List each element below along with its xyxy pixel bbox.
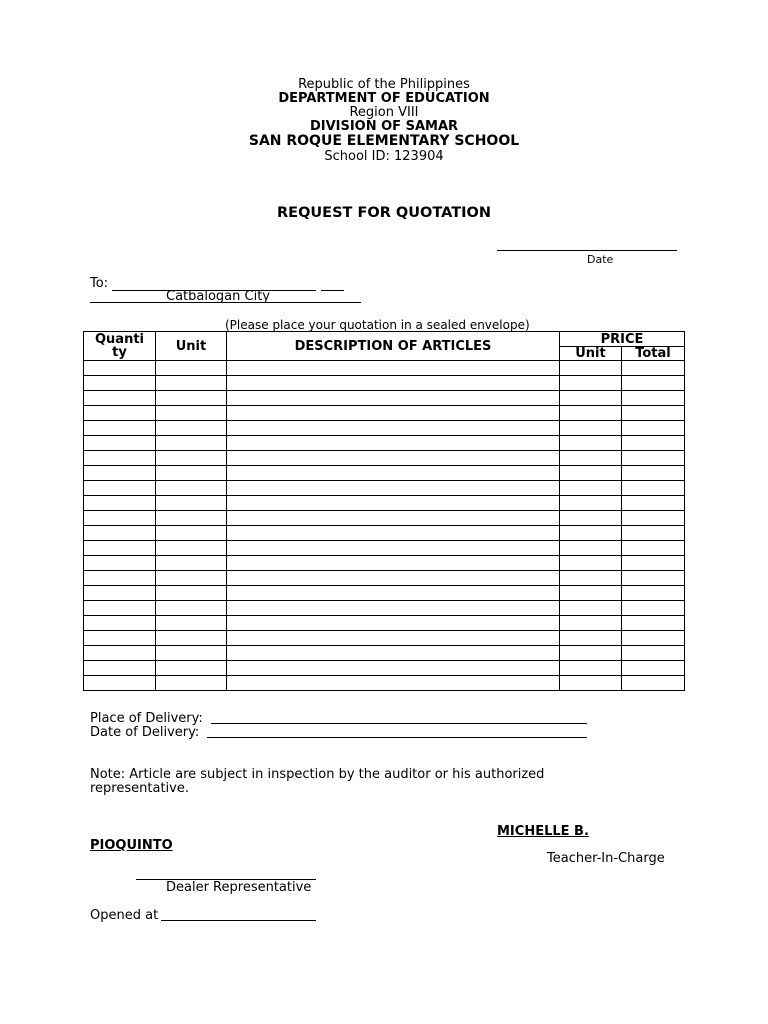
- table-row: [84, 421, 685, 436]
- table-cell: [560, 421, 622, 436]
- table-cell: [84, 556, 156, 571]
- table-row: [84, 406, 685, 421]
- table-cell: [227, 601, 560, 616]
- table-row: [84, 601, 685, 616]
- table-cell: [227, 376, 560, 391]
- table-cell: [622, 466, 685, 481]
- table-cell: [622, 421, 685, 436]
- table-cell: [622, 451, 685, 466]
- table-cell: [560, 451, 622, 466]
- table-cell: [622, 481, 685, 496]
- table-cell: [84, 481, 156, 496]
- table-cell: [84, 541, 156, 556]
- table-row: [84, 436, 685, 451]
- table-cell: [227, 631, 560, 646]
- table-cell: [560, 406, 622, 421]
- table-cell: [84, 421, 156, 436]
- table-cell: [227, 496, 560, 511]
- table-cell: [560, 556, 622, 571]
- table-cell: [156, 481, 227, 496]
- table-cell: [84, 616, 156, 631]
- table-cell: [560, 661, 622, 676]
- table-cell: [622, 436, 685, 451]
- table-cell: [622, 541, 685, 556]
- header-unit: Unit: [156, 332, 227, 361]
- table-cell: [156, 451, 227, 466]
- table-cell: [84, 361, 156, 376]
- signatory-name-right: MICHELLE B.: [497, 824, 589, 839]
- table-cell: [622, 676, 685, 691]
- table-cell: [156, 391, 227, 406]
- table-cell: [560, 676, 622, 691]
- date-of-delivery-label: Date of Delivery:: [90, 725, 200, 740]
- header-price-unit: Unit: [560, 347, 622, 361]
- table-cell: [227, 436, 560, 451]
- table-cell: [227, 391, 560, 406]
- header-department: DEPARTMENT OF EDUCATION: [278, 91, 490, 106]
- table-row: [84, 571, 685, 586]
- table-cell: [560, 436, 622, 451]
- header-quantity: Quanti ty: [84, 332, 156, 361]
- table-cell: [84, 586, 156, 601]
- table-cell: [560, 496, 622, 511]
- to-line-2: [321, 290, 344, 291]
- table-cell: [560, 541, 622, 556]
- table-cell: [156, 631, 227, 646]
- table-row: [84, 616, 685, 631]
- table-cell: [84, 436, 156, 451]
- table-cell: [84, 661, 156, 676]
- header-description: DESCRIPTION OF ARTICLES: [227, 332, 560, 361]
- table-cell: [560, 361, 622, 376]
- table-cell: [84, 466, 156, 481]
- table-cell: [227, 676, 560, 691]
- table-cell: [622, 361, 685, 376]
- table-cell: [622, 556, 685, 571]
- table-row: [84, 391, 685, 406]
- table-cell: [156, 511, 227, 526]
- table-row: [84, 676, 685, 691]
- table-row: [84, 541, 685, 556]
- table-cell: [156, 571, 227, 586]
- header-price: PRICE: [560, 332, 685, 347]
- header-region: Region VIII: [349, 105, 419, 120]
- table-row: [84, 361, 685, 376]
- table-cell: [84, 511, 156, 526]
- table-row: [84, 376, 685, 391]
- table-cell: [156, 436, 227, 451]
- table-row: [84, 631, 685, 646]
- table-cell: [84, 376, 156, 391]
- date-label: Date: [587, 253, 614, 266]
- table-cell: [84, 526, 156, 541]
- to-label: To:: [90, 276, 109, 291]
- place-of-delivery-line: [211, 723, 587, 724]
- note-line-2: representative.: [90, 781, 189, 796]
- table-cell: [560, 376, 622, 391]
- instruction-text: (Please place your quotation in a sealed envelope): [225, 318, 530, 332]
- table-cell: [227, 586, 560, 601]
- table-cell: [227, 571, 560, 586]
- table-cell: [622, 376, 685, 391]
- table-cell: [227, 451, 560, 466]
- table-cell: [622, 496, 685, 511]
- table-cell: [84, 391, 156, 406]
- table-cell: [227, 406, 560, 421]
- table-cell: [156, 556, 227, 571]
- date-line: [497, 250, 677, 251]
- table-cell: [156, 421, 227, 436]
- signatory-role-left: Dealer Representative: [166, 880, 312, 895]
- table-cell: [622, 586, 685, 601]
- table-cell: [156, 601, 227, 616]
- header-division: DIVISION OF SAMAR: [309, 119, 459, 134]
- table-cell: [227, 421, 560, 436]
- table-cell: [84, 496, 156, 511]
- table-cell: [156, 676, 227, 691]
- table-cell: [156, 526, 227, 541]
- header-republic: Republic of the Philippines: [298, 77, 470, 92]
- table-body: [84, 361, 685, 691]
- table-cell: [622, 406, 685, 421]
- table-cell: [560, 481, 622, 496]
- quotation-table: [83, 331, 685, 691]
- table-cell: [622, 601, 685, 616]
- table-cell: [156, 616, 227, 631]
- table-row: [84, 661, 685, 676]
- table-cell: [560, 511, 622, 526]
- table-cell: [84, 571, 156, 586]
- header-school-name: SAN ROQUE ELEMENTARY SCHOOL: [248, 133, 520, 149]
- table-cell: [227, 661, 560, 676]
- table-cell: [227, 646, 560, 661]
- table-row: [84, 586, 685, 601]
- table-cell: [560, 526, 622, 541]
- place-of-delivery-label: Place of Delivery:: [90, 711, 203, 726]
- table-row: [84, 646, 685, 661]
- table-cell: [560, 601, 622, 616]
- table-cell: [560, 466, 622, 481]
- table-cell: [227, 616, 560, 631]
- table-cell: [156, 406, 227, 421]
- header-price-total: Total: [622, 347, 685, 361]
- table-cell: [560, 616, 622, 631]
- table-cell: [156, 646, 227, 661]
- table-cell: [156, 361, 227, 376]
- table-cell: [227, 556, 560, 571]
- table-cell: [622, 526, 685, 541]
- table-cell: [227, 541, 560, 556]
- table-cell: [227, 511, 560, 526]
- table-cell: [622, 646, 685, 661]
- date-of-delivery-line: [207, 737, 587, 738]
- table-cell: [156, 376, 227, 391]
- table-row: [84, 451, 685, 466]
- signatory-name-left: PIOQUINTO: [90, 838, 173, 853]
- table-cell: [156, 496, 227, 511]
- table-cell: [622, 511, 685, 526]
- table-row: [84, 481, 685, 496]
- table-cell: [84, 646, 156, 661]
- header-school-id: School ID: 123904: [324, 149, 444, 164]
- table-cell: [227, 526, 560, 541]
- table-row: [84, 496, 685, 511]
- table-row: [84, 466, 685, 481]
- table-cell: [560, 571, 622, 586]
- table-cell: [84, 676, 156, 691]
- table-cell: [84, 451, 156, 466]
- table-cell: [84, 406, 156, 421]
- table-cell: [622, 631, 685, 646]
- table-cell: [156, 586, 227, 601]
- table-cell: [84, 631, 156, 646]
- table-cell: [156, 661, 227, 676]
- table-row: [84, 556, 685, 571]
- table-cell: [622, 661, 685, 676]
- table-row: [84, 526, 685, 541]
- opened-at-line: [161, 920, 316, 921]
- table-cell: [227, 481, 560, 496]
- table-cell: [622, 391, 685, 406]
- table-cell: [622, 616, 685, 631]
- signatory-role-right: Teacher-In-Charge: [547, 851, 665, 866]
- table-cell: [560, 391, 622, 406]
- city-text: Catbalogan City: [166, 289, 270, 304]
- note-line-1: Note: Article are subject in inspection by the auditor or his authorized: [90, 767, 545, 782]
- table-cell: [560, 646, 622, 661]
- table-cell: [560, 631, 622, 646]
- table-cell: [560, 586, 622, 601]
- page-title: REQUEST FOR QUOTATION: [277, 205, 491, 221]
- table-cell: [156, 466, 227, 481]
- table-cell: [84, 601, 156, 616]
- table-cell: [227, 361, 560, 376]
- opened-at-label: Opened at: [90, 908, 159, 923]
- table-cell: [156, 541, 227, 556]
- table-row: [84, 511, 685, 526]
- table-cell: [622, 571, 685, 586]
- table-cell: [227, 466, 560, 481]
